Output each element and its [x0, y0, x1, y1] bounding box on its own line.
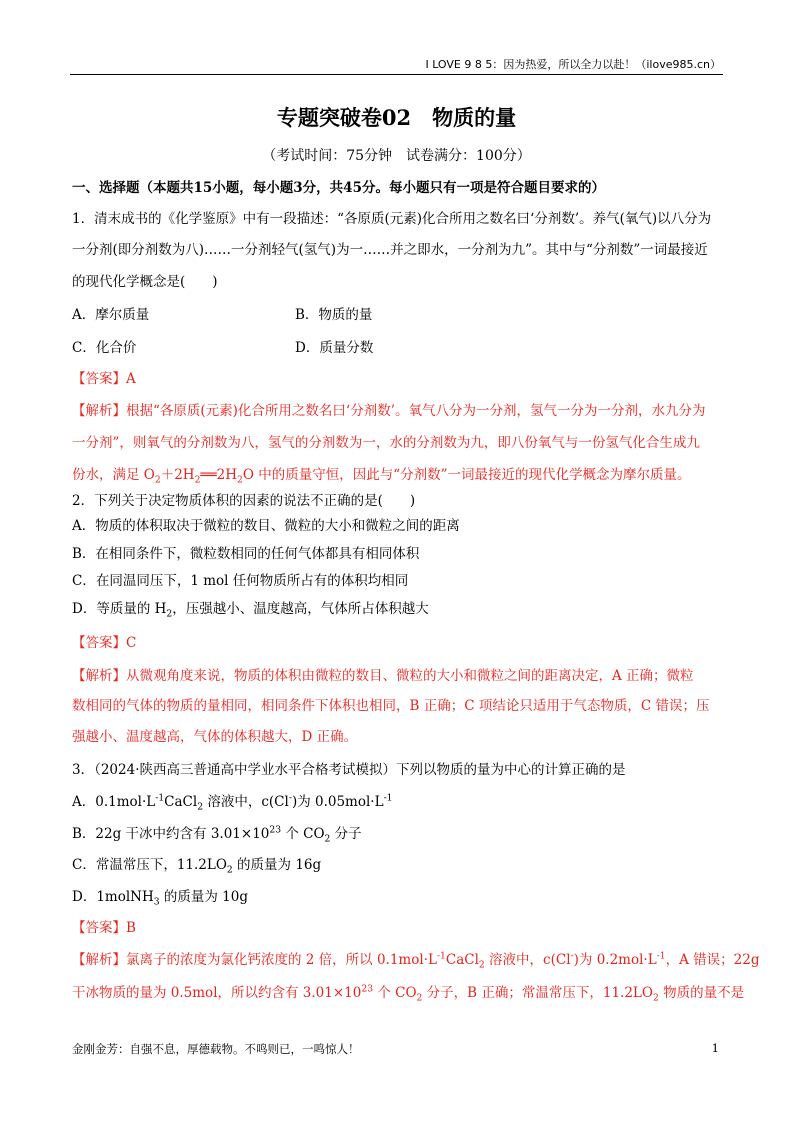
q1-option-d: D．质量分数: [295, 340, 374, 356]
q3-option-c: C．常温常压下，$11.2LO_2$ 的质量为 16g: [72, 857, 322, 876]
q2-option-a: A．物质的体积取决于微粒的数目、微粒的大小和微粒之间的距离: [72, 518, 460, 534]
q1-stem-line2: 一分剂(即分剂数为八)……一分剂轻气(氢气)为一……并之即水，一分剂为九”。其中与“分剂数”一词最接近: [72, 242, 708, 258]
q1-explanation-line2: 一分剂”，则氧气的分剂数为八，氢气的分剂数为一，水的分剂数为九，即八份氧气与一份氢气化合生成九: [72, 435, 700, 451]
doc-title: 专题突破卷02 物质的量: [276, 105, 517, 130]
q1-explanation-line3: 份水，满足 $O_2+2H_2══2H_2O$ 中的质量守恒，因此与“分剂数”一词最接近的现代化学概念为摩尔质量。: [72, 467, 691, 486]
q2-answer: 【答案】C: [72, 635, 137, 651]
q2-explanation-line1: 【解析】从微观角度来说，物质的体积由微粒的数目、微粒的大小和微粒之间的距离决定，A 正确；微粒: [72, 668, 694, 684]
page-header: I LOVE 9 8 5：因为热爱，所以全力以赴！（ilove985.cn）: [425, 58, 721, 71]
q2-explanation-line3: 强越小、温度越高，气体的体积越大，D 正确。: [72, 729, 358, 745]
q1-explanation-line1: 【解析】根据“各原质(元素)化合所用之数名曰‘分剂数’。氧气八分为一分剂，氢气一分为一分剂，水九分为: [72, 403, 706, 419]
doc-subtitle: （考试时间：75分钟 试卷满分：100分）: [262, 148, 531, 164]
q2-option-d: D．等质量的 $H_2$，压强越小、温度越高，气体所占体积越大: [72, 601, 429, 620]
q2-option-c: C．在同温同压下，1 mol 任何物质所占有的体积均相同: [72, 573, 409, 589]
q3-explanation-line2: 干冰物质的量为 0.5mol，所以约含有 $3.01\times 10^{23}$ 个 $CO_2$ 分子，B 正确；常温常压下，$11.2LO_2$ 物质的量不是: [72, 983, 745, 1004]
q2-explanation-line2: 数相同的气体的物质的量相同，相同条件下体积也相同，B 正确；C 项结论只适用于气态物质，C 错误；压: [72, 698, 710, 714]
page-footer-motto: 金刚金芳：自强不息，厚德载物。不鸣则已，一鸣惊人！: [72, 1042, 360, 1056]
q1-stem-line1: 1．清末成书的《化学鉴原》中有一段描述：“各原质(元素)化合所用之数名曰‘分剂数’。养气(氧气)以八分为: [72, 211, 712, 227]
header-rule: [70, 74, 723, 75]
q2-stem: 2．下列关于决定物质体积的因素的说法不正确的是( ): [72, 493, 416, 509]
q1-option-b: B．物质的量: [295, 307, 373, 323]
section-heading: 一、选择题（本题共15小题，每小题3分，共45分。每小题只有一项是符合题目要求的）: [72, 180, 605, 196]
q3-explanation-line1: 【解析】氯离子的浓度为氯化钙浓度的 2 倍，所以 $0.1mol\cdot L^{-1}CaCl_2$ 溶液中，c(Cl-)为 $0.2mol\cdot L^{-1}$，A 错误；22g: [72, 950, 760, 971]
q3-stem: 3．（2024·陕西高三普通高中学业水平合格考试模拟）下列以物质的量为中心的计算正确的是: [72, 762, 626, 778]
q3-option-a: A．$0.1mol\cdot L^{-1}CaCl_2$ 溶液中，c(Cl-)为 $0.05mol\cdot L^{-1}$: [72, 792, 393, 813]
q1-option-c: C．化合价: [72, 340, 137, 356]
q2-option-b: B．在相同条件下，微粒数相同的任何气体都具有相同体积: [72, 546, 420, 562]
q1-stem-line3: 的现代化学概念是( ): [72, 274, 218, 290]
q3-option-d: D．1molNH$_3$ 的质量为 10g: [72, 889, 248, 908]
q3-answer: 【答案】B: [72, 920, 136, 936]
page-number: 1: [711, 1041, 719, 1055]
q1-option-a: A．摩尔质量: [72, 307, 150, 323]
q1-answer: 【答案】A: [72, 371, 136, 387]
q3-option-b: B．22g 干冰中约含有 $3.01\times 10^{23}$ 个 $CO_2$ 分子: [72, 824, 362, 845]
